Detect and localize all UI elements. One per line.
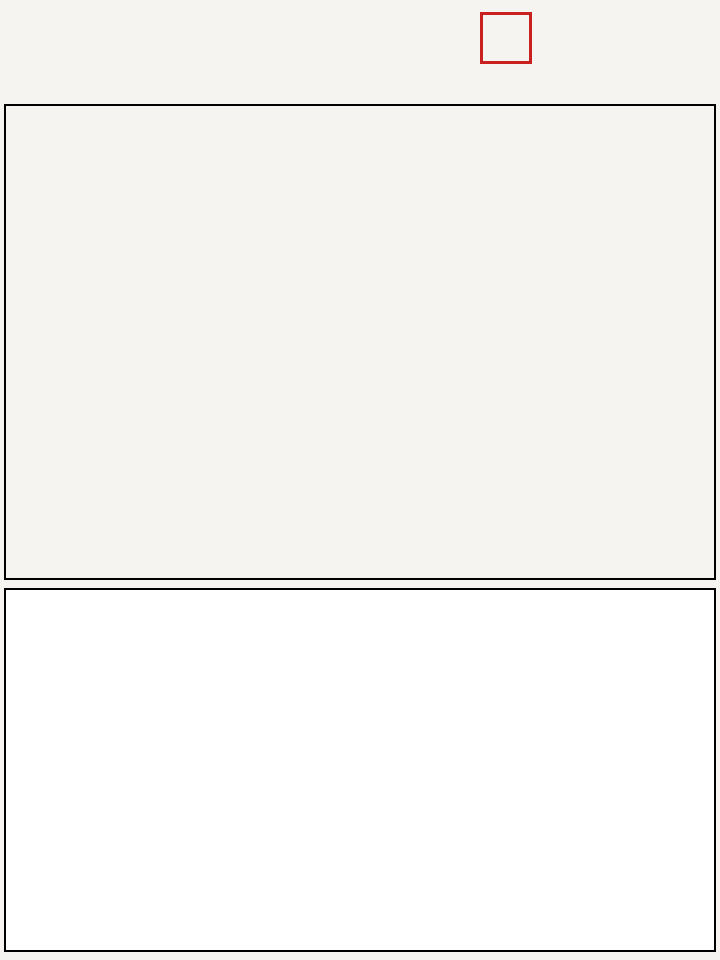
gender-line (10, 8, 470, 23)
four-pillars-grid (4, 104, 716, 580)
header-info (10, 8, 470, 23)
brand-title (494, 6, 540, 62)
annual-luck-table (4, 588, 716, 952)
